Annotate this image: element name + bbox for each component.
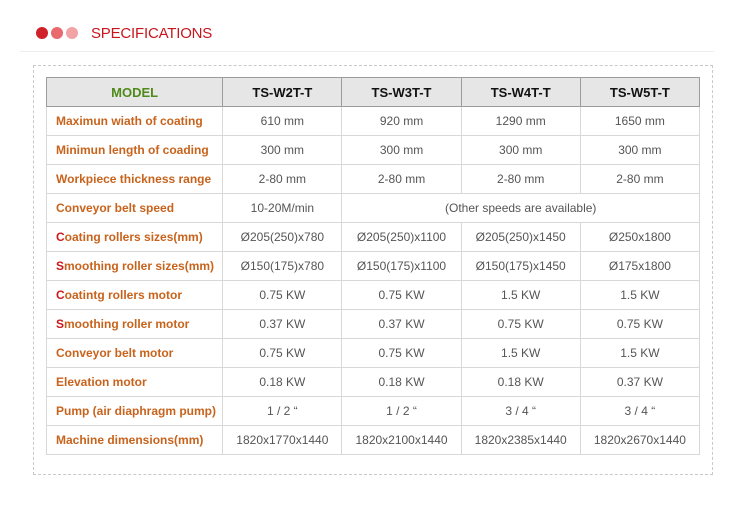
spec-label-text: moothing roller motor	[64, 317, 190, 331]
specifications-table	[46, 77, 700, 455]
section-title: SPECIFICATIONS	[91, 24, 213, 42]
spec-label-text: oating rollers sizes(mm)	[64, 230, 203, 244]
spec-value: 0.75 KW	[461, 310, 580, 339]
spec-value: 0.37 KW	[342, 310, 461, 339]
column-header-model-name: TS-W5T-T	[580, 78, 699, 107]
section-header	[36, 22, 212, 44]
spec-value: 1 / 2 “	[223, 397, 342, 426]
spec-value: Ø250x1800	[580, 223, 699, 252]
spec-value: 0.75 KW	[342, 281, 461, 310]
table-row	[47, 397, 700, 426]
spec-value: 0.18 KW	[342, 368, 461, 397]
spec-label-text: Machine dimensions(mm)	[56, 433, 204, 447]
table-row	[47, 107, 700, 136]
spec-value: Ø150(175)x780	[223, 252, 342, 281]
table-row	[47, 426, 700, 455]
spec-value: 300 mm	[223, 136, 342, 165]
spec-label	[47, 136, 223, 165]
table-row	[47, 252, 700, 281]
table-row	[47, 368, 700, 397]
spec-label-text: moothing roller sizes(mm)	[64, 259, 215, 273]
spec-label-initial: S	[56, 259, 65, 273]
spec-value: 0.37 KW	[223, 310, 342, 339]
spec-value: 1 / 2 “	[342, 397, 461, 426]
spec-label	[47, 223, 223, 252]
spec-label	[47, 107, 223, 136]
column-header-model-name: TS-W2T-T	[223, 78, 342, 107]
spec-label	[47, 397, 223, 426]
spec-value: 10-20M/min	[223, 194, 342, 223]
spec-label-text: Pump (air diaphragm pump)	[56, 404, 217, 418]
spec-value: 0.75 KW	[223, 339, 342, 368]
spec-value: 610 mm	[223, 107, 342, 136]
spec-label-text: oatintg rollers motor	[64, 288, 183, 302]
spec-value: Ø205(250)x1100	[342, 223, 461, 252]
table-header-row	[47, 78, 700, 107]
spec-value: 1820x2670x1440	[580, 426, 699, 455]
spec-value: 1820x2100x1440	[342, 426, 461, 455]
bullet-dot-icon	[51, 27, 63, 39]
spec-value: 1820x2385x1440	[461, 426, 580, 455]
spec-label	[47, 252, 223, 281]
spec-label-text: Workpiece thickness range	[56, 172, 212, 186]
spec-value: 3 / 4 “	[580, 397, 699, 426]
spec-label-text: Conveyor belt speed	[56, 201, 175, 215]
spec-label	[47, 339, 223, 368]
spec-label-text: Conveyor belt motor	[56, 346, 174, 360]
spec-value: 1.5 KW	[461, 281, 580, 310]
spec-value: 300 mm	[461, 136, 580, 165]
column-header-model-name: TS-W3T-T	[342, 78, 461, 107]
spec-value: 1290 mm	[461, 107, 580, 136]
spec-value: 1.5 KW	[580, 339, 699, 368]
column-header-model-name: TS-W4T-T	[461, 78, 580, 107]
spec-value: 300 mm	[342, 136, 461, 165]
table-row	[47, 194, 700, 223]
spec-label-initial: S	[56, 317, 65, 331]
spec-label-text: Maximun wiath of coating	[56, 114, 203, 128]
bullet-dot-icon	[66, 27, 78, 39]
column-header-model: MODEL	[47, 78, 223, 107]
table-row	[47, 136, 700, 165]
spec-value: 0.75 KW	[223, 281, 342, 310]
spec-value: 920 mm	[342, 107, 461, 136]
table-row	[47, 223, 700, 252]
spec-label-text: Elevation motor	[56, 375, 147, 389]
spec-label-initial: C	[56, 288, 65, 302]
spec-value: 1820x1770x1440	[223, 426, 342, 455]
table-row	[47, 165, 700, 194]
bullet-dot-icon	[36, 27, 48, 39]
spec-value: Ø150(175)x1450	[461, 252, 580, 281]
spec-note: (Other speeds are available)	[342, 194, 700, 223]
spec-value: 0.18 KW	[461, 368, 580, 397]
spec-value: 0.75 KW	[580, 310, 699, 339]
spec-label-initial: C	[56, 230, 65, 244]
spec-value: 1.5 KW	[580, 281, 699, 310]
spec-value: 300 mm	[580, 136, 699, 165]
spec-value: 2-80 mm	[580, 165, 699, 194]
spec-label	[47, 368, 223, 397]
spec-value: 0.18 KW	[223, 368, 342, 397]
spec-value: 1.5 KW	[461, 339, 580, 368]
spec-value: Ø205(250)x1450	[461, 223, 580, 252]
spec-label	[47, 310, 223, 339]
spec-value: 0.75 KW	[342, 339, 461, 368]
spec-value: 2-80 mm	[342, 165, 461, 194]
spec-value: 2-80 mm	[223, 165, 342, 194]
spec-value: 1650 mm	[580, 107, 699, 136]
spec-label	[47, 165, 223, 194]
spec-value: 3 / 4 “	[461, 397, 580, 426]
spec-label	[47, 281, 223, 310]
table-row	[47, 281, 700, 310]
table-row	[47, 339, 700, 368]
spec-value: Ø150(175)x1100	[342, 252, 461, 281]
spec-value: Ø205(250)x780	[223, 223, 342, 252]
spec-value: 0.37 KW	[580, 368, 699, 397]
header-divider	[20, 51, 714, 52]
spec-label	[47, 194, 223, 223]
spec-label	[47, 426, 223, 455]
spec-value: Ø175x1800	[580, 252, 699, 281]
table-row	[47, 310, 700, 339]
spec-label-text: Minimun length of coading	[56, 143, 209, 157]
spec-value: 2-80 mm	[461, 165, 580, 194]
